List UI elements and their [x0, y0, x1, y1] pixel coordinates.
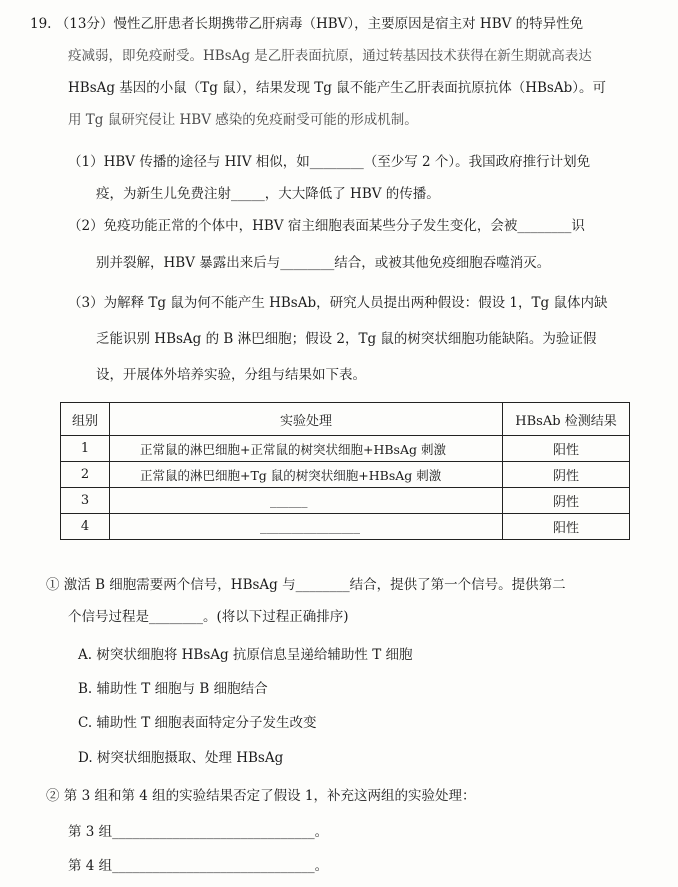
row-result: 阳性	[503, 514, 630, 540]
row-treatment: 正常鼠的淋巴细胞+Tg 鼠的树突状细胞+HBsAg 刺激	[110, 462, 503, 488]
part1-line-2: 疫，为新生儿免费注射_____，大大降低了 HBV 的传播。	[96, 186, 440, 202]
question-intro-line-3: HBsAg 基因的小鼠（Tg 鼠），结果发现 Tg 鼠不能产生乙肝表面抗原抗体（HBsAb）。可	[68, 80, 606, 96]
table-header-row	[61, 403, 630, 436]
option-d: D. 树突状细胞摄取、处理 HBsAg	[78, 750, 284, 766]
part3-line-2: 乏能识别 HBsAg 的 B 淋巴细胞；假设 2，Tg 鼠的树突状细胞功能缺陷。为验证假	[96, 331, 597, 347]
row-group: 3	[61, 488, 110, 514]
row-result: 阴性	[503, 488, 630, 514]
row-result: 阳性	[503, 436, 630, 462]
part1-line-1: （1）HBV 传播的途径与 HIV 相似，如________（至少写 2 个）。我国政府推行计划免	[68, 154, 591, 170]
table-row	[61, 514, 630, 540]
row-result: 阴性	[503, 462, 630, 488]
question-intro-line-1: 19. （13分）慢性乙肝患者长期携带乙肝病毒（HBV），主要原因是宿主对 HBV 的特异性免	[30, 16, 584, 32]
option-c: C. 辅助性 T 细胞表面特定分子发生改变	[78, 715, 317, 731]
part3-line-1: （3）为解释 Tg 鼠为何不能产生 HBsAb，研究人员提出两种假设：假设 1，Tg 鼠体内缺	[68, 295, 608, 311]
table-row	[61, 436, 630, 462]
option-b: B. 辅助性 T 细胞与 B 细胞结合	[78, 681, 268, 697]
row-treatment: 正常鼠的淋巴细胞+正常鼠的树突状细胞+HBsAg 刺激	[110, 436, 503, 462]
sub1-line-2: 个信号过程是________。(将以下过程正确排序)	[68, 609, 349, 625]
part2-line-1: （2）免疫功能正常的个体中，HBV 宿主细胞表面某些分子发生变化，会被________识	[68, 218, 585, 234]
header-group: 组别	[61, 403, 110, 436]
header-treatment: 实验处理	[110, 403, 503, 436]
row-treatment: ________________	[110, 514, 503, 540]
row-treatment: ______	[110, 488, 503, 514]
row-group: 4	[61, 514, 110, 540]
group4-answer-line: 第 4 组______________________________。	[68, 858, 329, 874]
part2-line-2: 别并裂解，HBV 暴露出来后与________结合，或被其他免疫细胞吞噬消灭。	[96, 255, 551, 271]
question-intro-line-2: 疫减弱，即免疫耐受。HBsAg 是乙肝表面抗原，通过转基因技术获得在新生期就高表达	[68, 48, 592, 64]
experiment-table	[60, 402, 630, 540]
table-row	[61, 462, 630, 488]
part3-line-3: 设，开展体外培养实验，分组与结果如下表。	[96, 367, 366, 383]
table-row	[61, 488, 630, 514]
question-intro-line-4: 用 Tg 鼠研究侵让 HBV 感染的免疫耐受可能的形成机制。	[68, 112, 418, 128]
row-group: 2	[61, 462, 110, 488]
option-a: A. 树突状细胞将 HBsAg 抗原信息呈递给辅助性 T 细胞	[78, 647, 413, 663]
row-group: 1	[61, 436, 110, 462]
header-result: HBsAb 检测结果	[503, 403, 630, 436]
sub1-line-1: ① 激活 B 细胞需要两个信号，HBsAg 与________结合，提供了第一个信号。提供第二	[46, 577, 566, 593]
group3-answer-line: 第 3 组______________________________。	[68, 824, 329, 840]
sub2-line: ② 第 3 组和第 4 组的实验结果否定了假设 1，补充这两组的实验处理：	[46, 788, 476, 804]
